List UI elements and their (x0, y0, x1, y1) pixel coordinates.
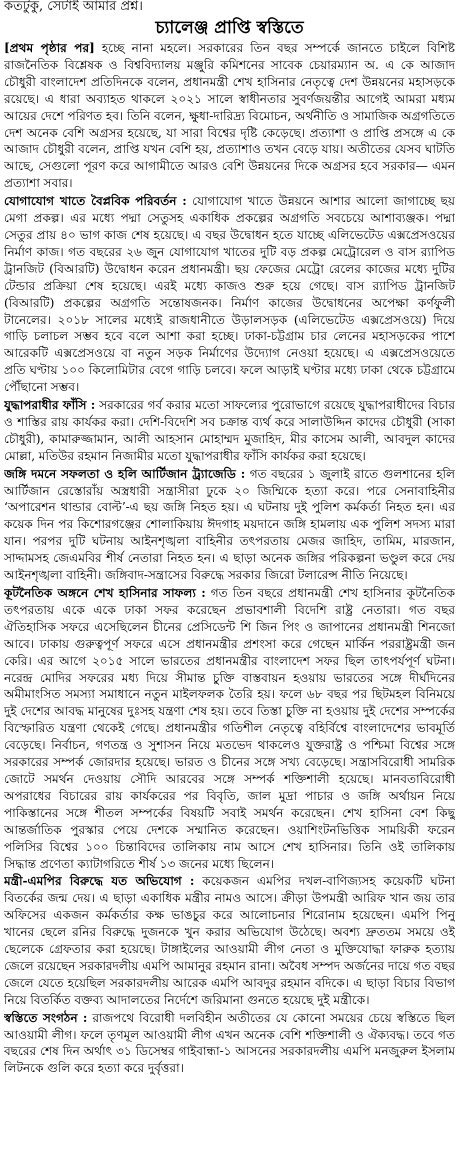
article-paragraph-militancy (4, 466, 455, 584)
article-paragraph-organisation (4, 1010, 455, 1078)
article-body (4, 40, 455, 1170)
article-paragraph-transport (4, 193, 455, 396)
paragraph-text: গত বছরের ১ জুলাই রাতে গুলশানের হলি আর্টিজান রেস্তোরাঁয় অস্ত্রধারী সন্ত্রাসীরা ঢুকে ২০ জিম্মিকে হত্যা করে। পরে সেনাবাহিনীর ‘অপারেশন থান্ডার বোল্ট’-এ ছয় জঙ্গি নিহত হয়। এ ঘটনায় দুই পুলিশ কর্মকর্তা নিহত হন। এর কয়েক দিন পর কিশোরগঞ্জের শোলাকিয়ায় ঈদগাহ ময়দানে জঙ্গি হামলায় এক পুলিশ সদস্য মারা যান। পরপর দুটি ঘটনায় আইনশৃঙ্খলা বাহিনীর তৎপরতায় মেজর জাহিদ, তামিম, মারজান, সাদ্দামসহ জেএমবির শীর্ষ নেতারা নিহত হন। এ ছাড়া অনেক জঙ্গির পরিকল্পনা ভণ্ডুল করে দেয় আইনশৃঙ্খলা বাহিনী। জঙ্গিবাদ-সন্ত্রাসের বিরুদ্ধে সরকার জিরো টলারেন্স নীতি নিয়েছে। (4, 466, 455, 583)
article-paragraph-allegations (4, 873, 455, 1008)
article-paragraph-war-crimes (4, 397, 455, 465)
paragraph-lead: [প্রথম পৃষ্ঠার পর] (4, 41, 95, 55)
paragraph-lead: যোগাযোগ খাতে বৈপ্লবিক পরিবর্তন : (4, 194, 187, 209)
paragraph-lead: মন্ত্রী-এমপির বিরুদ্ধে যত অভিযোগ : (4, 874, 195, 889)
paragraph-lead: জঙ্গি দমনে সফলতা ও হলি আর্টিজান ট্র্যাজেডি : (4, 466, 246, 481)
paragraph-lead: কূটনৈতিক অঙ্গনে শেখ হাসিনার সাফল্য : (4, 586, 206, 600)
paragraph-lead: যুদ্ধাপরাধীর ফাঁসি : (4, 398, 96, 413)
paragraph-lead: স্বস্তিতে সংগঠন : (4, 1010, 88, 1025)
article-paragraph-diplomacy (4, 585, 455, 872)
article-headline: চ্যালেঞ্জ প্রাপ্তি স্বস্তিতে (155, 18, 304, 38)
paragraph-text: যোগাযোগ খাতে উন্নয়নে আশার আলো জাগাচ্ছে ছয় মেগা প্রকল্প। এর মধ্যে পদ্মা সেতুসহ একাধিক প্রকল্পের অগ্রগতি সবচেয়ে আশাব্যঞ্জক। পদ্মা সেতুর প্রায় ৪০ ভাগ কাজ শেষ হয়েছে। এ বছর উদ্বোধন হতে যাচ্ছে এলিভেটেড এক্সপ্রেসওয়ের নির্মাণ কাজ। গত বছরের ২৬ জুন যোগাযোগ খাতের দুটি বড় প্রকল্প মেট্রোরেল ও বাস র‍্যাপিড ট্রানজিট (বিআরটি) উদ্বোধন করেন প্রধানমন্ত্রী। ছয় ফেজের মেট্রো রেলের কাজের মধ্যে দুটির টেন্ডার প্রক্রিয়া শেষ হয়েছে। এরই মধ্যে কাজও শুরু হয়ে গেছে। বাস র‍্যাপিড ট্রানজিট (বিআরটি) প্রকল্পের অগ্রগতি সন্তোষজনক। নির্মাণ কাজের উদ্বোধনের অপেক্ষা কর্ণফুলী টানেলের। ২০১৮ সালের মধ্যেই রাজধানীতে উড়ালসড়ক (এলিভেটেড এক্সপ্রেসওয়ে) দিয়ে গাড়ি চলাচল সম্ভব হবে বলে আশা করা হচ্ছে। ঢাকা-চট্টগ্রাম চার লেনের মহাসড়কের পাশে আরেকটি এক্সপ্রেসওয়ে বা নতুন সড়ক নির্মাণের উদ্যোগ নেওয়া হয়েছে। এ এক্সপ্রেসওয়েতে প্রতি ঘণ্টায় ১০০ কিলোমিটার বেগে গাড়ি চলবে। ফলে আড়াই ঘণ্টার মধ্যে ঢাকা থেকে চট্টগ্রামে পৌঁছানো সম্ভব। (4, 194, 455, 395)
paragraph-text: রাজপথে বিরোধী দলবিহীন অতীতের যে কোনো সময়ের চেয়ে স্বস্তিতে ছিল আওয়ামী লীগ। ফলে তৃণমূল আওয়ামী লীগ এখন অনেক বেশি শক্তিশালী ও ঐক্যবদ্ধ। তবে গত বছরের শেষ দিন অর্থাৎ ৩১ ডিসেম্বর গাইবান্ধা-১ আসনের সরকারদলীয় এমপি মনজুরুল ইসলাম লিটনকে গুলি করে হত্যা করে দুর্বৃত্তরা। (4, 1010, 455, 1076)
paragraph-text: গত তিন বছরে প্রধানমন্ত্রী শেখ হাসিনার কূটনৈতিক তৎপরতায় একে একে ঢাকা সফর করেছেন প্রভাবশালী বিদেশি রাষ্ট্র নেতারা। গত বছর ঐতিহাসিক সফরে এসেছিলেন চীনের প্রেসিডেন্ট শি জিন পিং ও জাপানের প্রধানমন্ত্রী শিনজো আবে। ঢাকায় গুরুত্বপূর্ণ সফরে এসে প্রধানমন্ত্রীর প্রশংসা করে গেছেন মার্কিন পররাষ্ট্রমন্ত্রী জন কেরি। এর আগে ২০১৫ সালে ভারতের প্রধানমন্ত্রীর বাংলাদেশ সফর ছিল তাৎপর্যপূর্ণ ঘটনা। নরেন্দ্র মোদির সফরের মধ্য দিয়ে সীমান্ত চুক্তি বাস্তবায়ন হওয়ায় ভারতের সঙ্গে দীর্ঘদিনের অমীমাংসিত সমস্যা সমাধানে নতুন মাইলফলক তৈরি হয়। ফলে ৬৮ বছর পর ছিটমহল বিনিময়ে দুই দেশের আবদ্ধ মানুষের দুঃসহ যন্ত্রণা শেষ হয়। তবে তিস্তা চুক্তি না হওয়ায় দুই দেশের সম্পর্কের বিস্ফোরিত যন্ত্রণা থেকেই গেছে। প্রধানমন্ত্রীর গতিশীল নেতৃত্বে বহির্বিশ্বে বাংলাদেশের ভাবমূর্তি বেড়েছে। নির্বাচন, গণতন্ত্র ও সুশাসন নিয়ে মতভেদ থাকলেও যুক্তরাষ্ট্র ও পশ্চিমা বিশ্বের সঙ্গে সরকারের সম্পর্ক জোরদার হয়েছে। ভারত ও চীনের সঙ্গে সখ্য বেড়েছে। সন্ত্রাসবিরোধী সামরিক জোটে সমর্থন দেওয়ায় সৌদি আরবের সঙ্গে সম্পর্ক শক্তিশালী হয়েছে। মানবতাবিরোধী অপরাধের বিচারের রায় কার্যকরের পর বিবৃতি, জাল মুদ্রা পাচার ও জঙ্গি অর্থায়ন নিয়ে পাকিস্তানের সঙ্গে শীতল সম্পর্কের বিষয়টি সবাই সমর্থন করেছেন। শেখ হাসিনা বেশ কিছু আন্তর্জাতিক পুরস্কার পেয়ে দেশকে সম্মানিত করেছেন। ওয়াশিংটনভিত্তিক সাময়িকী ফরেন পলিসির বিশ্বের ১০০ চিন্তাবিদের তালিকায় নাম আসে শেখ হাসিনার। তিনি ওই তালিকায় সিদ্ধান্ত প্রণেতা ক্যাটাগরিতে শীর্ষ ১৩ জনের মধ্যে ছিলেন। (4, 586, 455, 871)
previous-article-fragment: কতটুকু, সেটাই আমার প্রশ্ন। (4, 0, 143, 14)
article-paragraph-intro (4, 40, 455, 192)
paragraph-text: সরকারের গর্ব করার মতো সাফল্যের পুরোভাগে রয়েছে যুদ্ধাপরাধীদের বিচার ও শাস্তির রায় কার্যকর করা। দেশি-বিদেশি সব চক্রান্ত ব্যর্থ করে সালাউদ্দিন কাদের চৌধুরী (সাকা চৌধুরী), কামারুজ্জামান, আলী আহসান মোহাম্মদ মুজাহিদ, মীর কাসেম আলী, আবদুল কাদের মোল্লা, মতিউর রহমান নিজামীর মতো যুদ্ধাপরাধীর ফাঁসি কার্যকর করা হয়েছে। (4, 398, 455, 463)
paragraph-text: কয়েকজন এমপির দখল-বাণিজ্যসহ কয়েকটি ঘটনা বিতর্কের জন্ম দেয়। এ ছাড়া একাধিক মন্ত্রীর নামও আসে। ক্রীড়া উপমন্ত্রী আরিফ খান জয় তার অফিসের একজন কর্মকর্তার কক্ষ ভাঙচুর করে আলোচনার শিরোনাম হয়েছেন। এমপি পিনু খানের ছেলে রনির বিরুদ্ধে দুজনকে খুন করার অভিযোগ উঠেছে। অবশ্য দ্রুততম সময়ে ওই ছেলেকে গ্রেফতার করা হয়েছে। টাঙ্গাইলের আওয়ামী লীগ নেতা ও মুক্তিযোদ্ধা ফারুক হত্যায় জেলে রয়েছেন সরকারদলীয় এমপি আমানুর রহমান রানা। অবৈধ সম্পদ অর্জনের দায়ে গত বছর জেলে যেতে হয়েছিল সরকারদলীয় আরেক এমপি আবদুর রহমান বদিকে। এ ছাড়া বিচার বিভাগ নিয়ে বিতর্কিত বক্তব্য আদালতের নির্দেশে জরিমানা গুনতে হয়েছে দুই মন্ত্রীকে। (4, 874, 455, 1007)
paragraph-text: হচ্ছে নানা মহলে। সরকারের তিন বছর সম্পর্কে জানতে চাইলে বিশিষ্ট রাজনৈতিক বিশ্লেষক ও বিশ্ববিদ্যালয় মঞ্জুরি কমিশনের সাবেক চেয়ারম্যান অ. এ কে আজাদ চৌধুরী বাংলাদেশ প্রতিদিনকে বলেন, প্রধানমন্ত্রী শেখ হাসিনার নেতৃত্বে দেশ উন্নয়নের মহাসড়কে রয়েছে। এ ধারা অব্যাহত থাকলে ২০২১ সালে স্বাধীনতার সুবর্ণজয়ন্তীর আগেই আমরা মধ্যম আয়ের দেশে পরিণত হব। তিনি বলেন, ক্ষুধা-দারিদ্র্য বিমোচন, অর্থনীতি ও সামাজিক অগ্রগতিতে দেশ অনেক বেশি অগ্রসর হয়েছে, যা সারা বিশ্বের দৃষ্টি কেড়েছে। প্রত্যাশা ও প্রাপ্তি প্রসঙ্গে এ কে আজাদ চৌধুরী বলেন, প্রাপ্তি যখন বেশি হয়, প্রত্যাশাও তখন বেড়ে যায়। অতীতের যেসব ঘাটতি আছে, সেগুলো পূরণ করে আগামীতে আরও বেশি উন্নয়নের দিকে অগ্রসর হবে সরকার— এমন প্রত্যাশা সবার। (4, 41, 455, 191)
